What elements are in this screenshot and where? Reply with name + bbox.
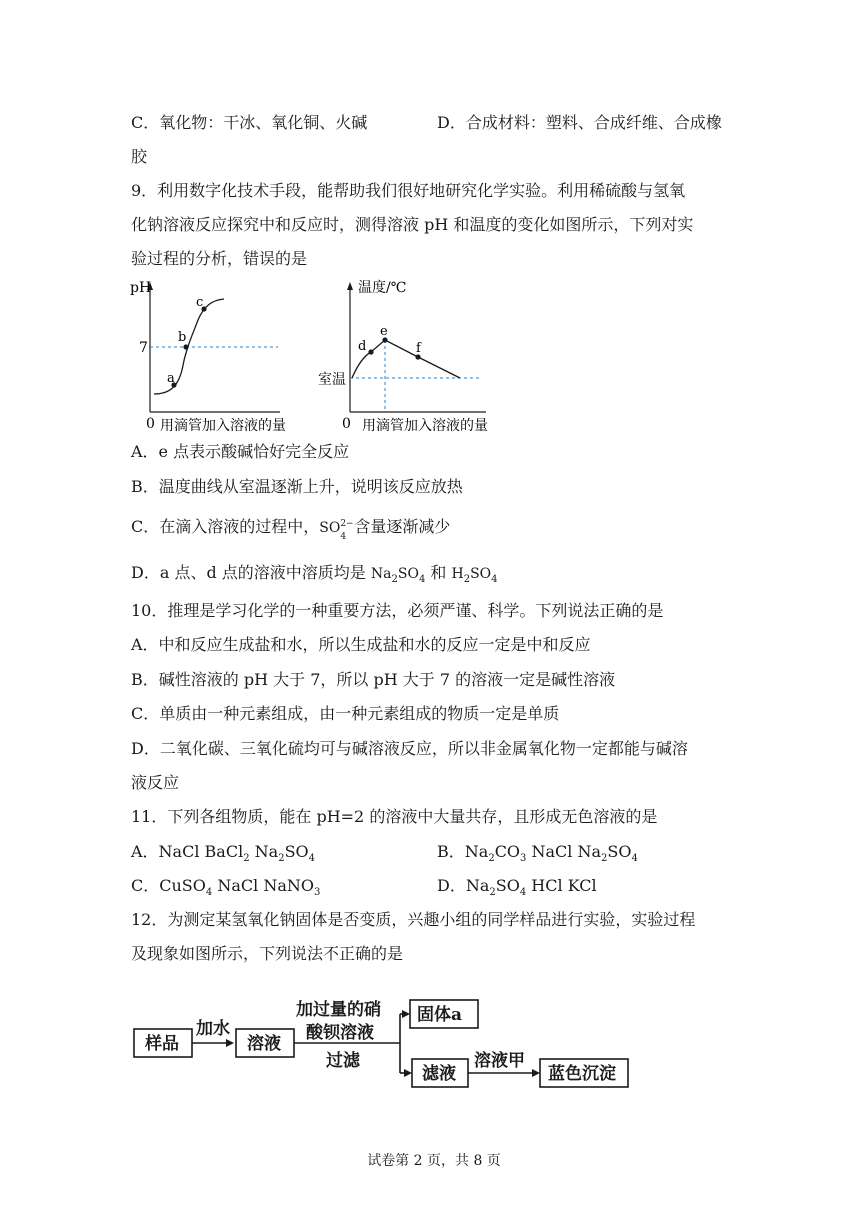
q9-option-c: C．在滴入溶液的过程中，SO 2− 4 含量逐渐减少 bbox=[131, 517, 451, 542]
q11-stem: 11．下列各组物质，能在 pH=2 的溶液中大量共存，且形成无色溶液的是 bbox=[131, 807, 658, 826]
arrowhead-2 bbox=[402, 1010, 410, 1018]
q11-option-b: B．$Na_2CO_3$ NaCl $Na_2SO_4$ bbox=[437, 842, 638, 865]
solution-label: 溶液 bbox=[247, 1034, 281, 1054]
ph-label-a: a bbox=[167, 371, 175, 386]
temp-point-d bbox=[368, 349, 373, 354]
ph-seven-label: 7 bbox=[139, 340, 148, 356]
reagent-line1: 加过量的硝 bbox=[296, 1000, 381, 1020]
filtrate-label: 滤液 bbox=[422, 1064, 456, 1084]
q9-option-b: B．温度曲线从室温逐渐上升，说明该反应放热 bbox=[131, 477, 463, 496]
blue-precipitate-label: 蓝色沉淀 bbox=[548, 1064, 616, 1084]
temp-label-d: d bbox=[358, 339, 367, 354]
q9-option-a: A．e 点表示酸碱恰好完全反应 bbox=[131, 442, 350, 461]
page-footer: 试卷第 2 页，共 8 页 bbox=[367, 1153, 501, 1169]
arrowhead-3 bbox=[404, 1069, 412, 1077]
temp-x-label: 用滴管加入溶液的量 bbox=[362, 418, 488, 434]
q8-option-c: C．氧化物：干冰、氧化铜、火碱 bbox=[131, 113, 368, 132]
add-water-label: 加水 bbox=[196, 1019, 230, 1039]
temp-label-e: e bbox=[380, 324, 388, 339]
sulfate-ion: SO 2− 4 bbox=[319, 519, 354, 542]
solution-jia-label: 溶液甲 bbox=[474, 1051, 525, 1071]
q12-stem-line1: 12．为测定某氢氧化钠固体是否变质，兴趣小组的同学样品进行实验，实验过程 bbox=[131, 910, 696, 929]
q10-option-c: C．单质由一种元素组成，由一种元素组成的物质一定是单质 bbox=[131, 704, 560, 723]
temp-y-arrow bbox=[347, 282, 353, 290]
q8-option-d: D．合成材料：塑料、合成纤维、合成橡 bbox=[437, 113, 722, 132]
ph-origin-label: 0 bbox=[146, 416, 155, 432]
q9-stem-line1: 9．利用数字化技术手段，能帮助我们很好地研究化学实验。利用稀硫酸与氢氧 bbox=[131, 181, 686, 200]
temp-label-f: f bbox=[416, 341, 421, 356]
q12-stem-line2: 及现象如图所示，下列说法不正确的是 bbox=[131, 944, 404, 963]
reagent-line2: 酸钡溶液 bbox=[306, 1023, 374, 1043]
q10-option-d-cont: 液反应 bbox=[131, 773, 180, 792]
q8-option-d-cont: 胶 bbox=[131, 147, 148, 166]
q9-stem-line2: 化钠溶液反应探究中和反应时，测得溶液 pH 和温度的变化如图所示，下列对实 bbox=[131, 215, 694, 234]
q9-stem-line3: 验过程的分析，错误的是 bbox=[131, 249, 308, 268]
temp-curve bbox=[352, 340, 460, 378]
ph-label-b: b bbox=[178, 330, 187, 345]
ph-label-c: c bbox=[196, 295, 204, 310]
ph-point-b bbox=[183, 344, 188, 349]
ph-x-label: 用滴管加入溶液的量 bbox=[160, 418, 286, 434]
temp-room-label: 室温 bbox=[318, 372, 346, 388]
q12-flow-diagram bbox=[130, 988, 650, 1098]
temp-graph bbox=[316, 278, 502, 438]
filter-label: 过滤 bbox=[326, 1051, 360, 1071]
q10-option-a: A．中和反应生成盐和水，所以生成盐和水的反应一定是中和反应 bbox=[131, 635, 591, 654]
ph-y-label: pH bbox=[130, 280, 152, 296]
arrowhead-1 bbox=[226, 1039, 234, 1047]
q10-stem: 10．推理是学习化学的一种重要方法，必须严谨、科学。下列说法正确的是 bbox=[131, 601, 664, 620]
arrowhead-4 bbox=[532, 1069, 540, 1077]
q11-option-d: D．$Na_2SO_4$ HCl KCl bbox=[437, 876, 597, 899]
ph-graph bbox=[128, 278, 288, 438]
q10-option-d: D．二氧化碳、三氧化硫均可与碱溶液反应，所以非金属氧化物一定都能与碱溶 bbox=[131, 739, 688, 758]
temp-origin-label: 0 bbox=[342, 416, 351, 432]
q11-option-a: A．NaCl BaCl$_2$ $Na_2SO_4$ bbox=[131, 842, 316, 865]
temp-y-label: 温度/℃ bbox=[358, 280, 407, 296]
q11-option-c: C．CuSO$_4$ NaCl NaNO$_3$ bbox=[131, 876, 321, 899]
solid-a-label: 固体a bbox=[417, 1005, 463, 1025]
sample-label: 样品 bbox=[145, 1034, 179, 1054]
q9-option-d: D．a 点、d 点的溶液中溶质均是 $Na_2SO_4$ 和 $H_2SO_4$ bbox=[131, 563, 498, 585]
q10-option-b: B．碱性溶液的 pH 大于 7，所以 pH 大于 7 的溶液一定是碱性溶液 bbox=[131, 670, 616, 689]
